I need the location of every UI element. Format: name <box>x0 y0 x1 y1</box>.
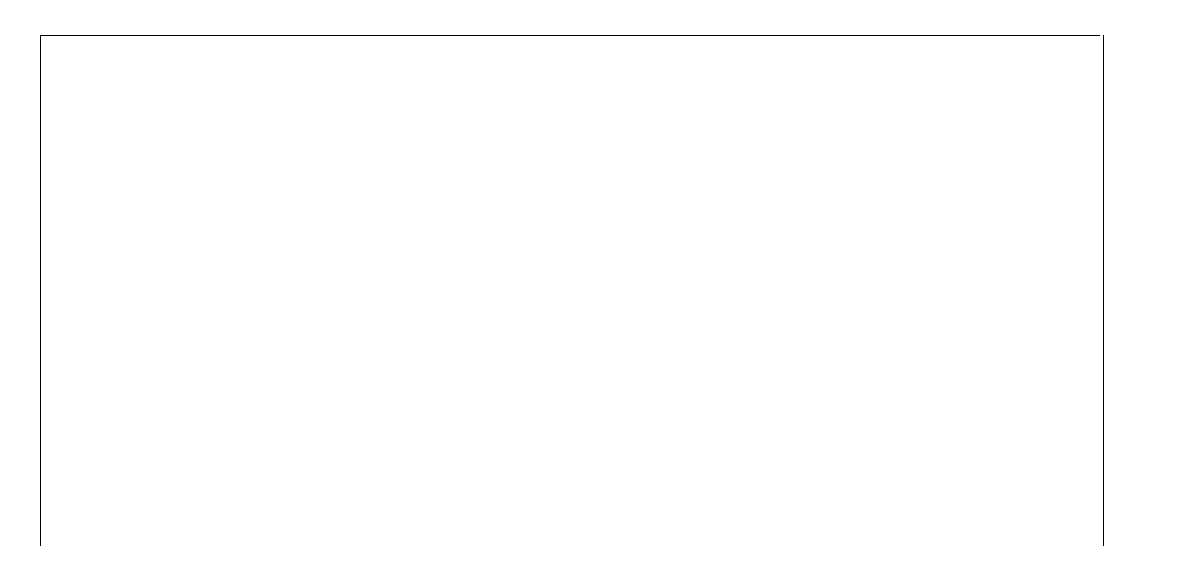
colorbar <box>1107 35 1160 546</box>
heatmap-grid <box>40 35 1100 546</box>
x-axis-column-labels <box>40 549 1100 569</box>
colorbar-axis-line <box>1103 35 1104 546</box>
y-axis-row-labels <box>4 35 34 546</box>
